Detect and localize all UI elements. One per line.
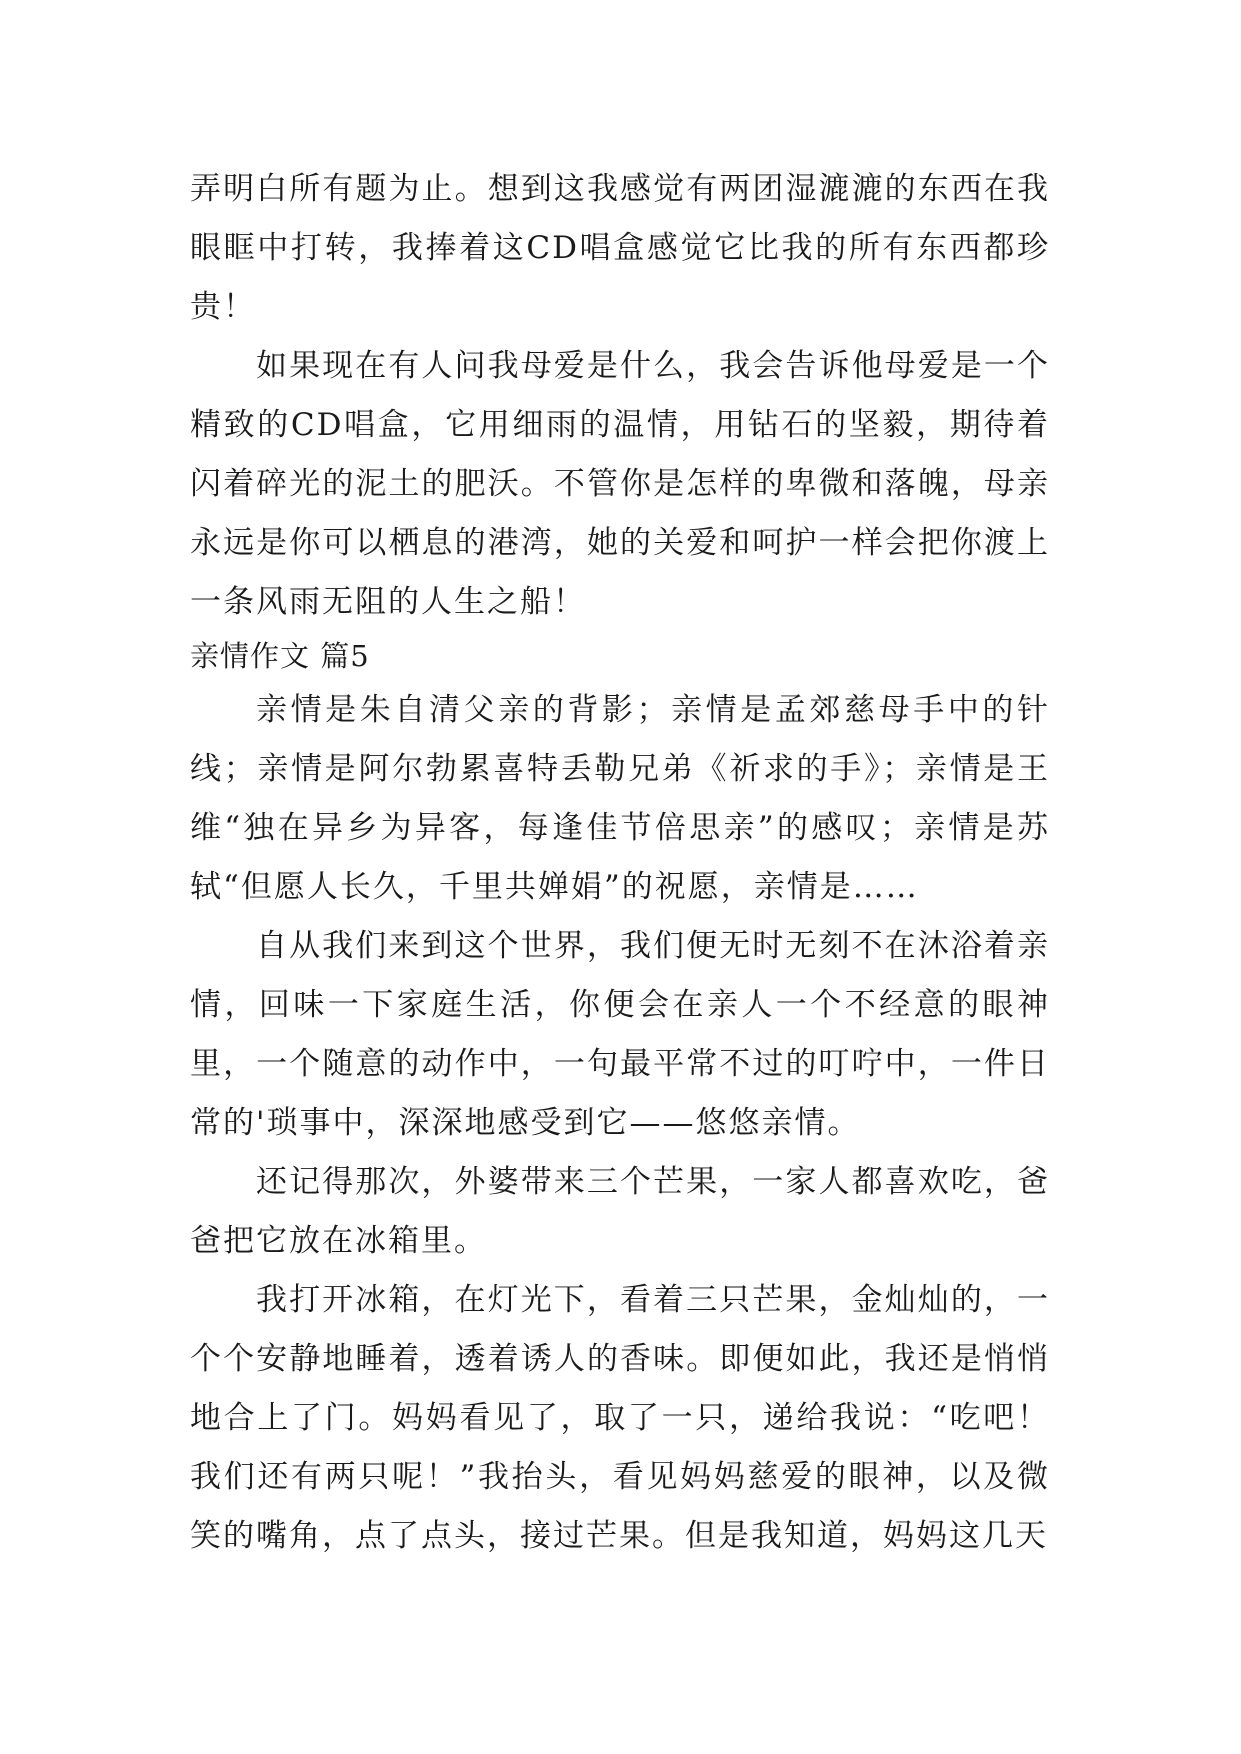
paragraph-family-love-definition: 亲情是朱自清父亲的背影；亲情是孟郊慈母手中的针线；亲情是阿尔勃累喜特丢勒兄弟《祈求的手》；亲情是王维“独在异乡为异客，每逢佳节倍思亲”的感叹；亲情是苏轼“但愿人长久，千里共婵娟”的祝愿，亲情是…… [190, 692, 1050, 905]
document-body [190, 160, 1050, 1566]
paragraph-fridge-story: 我打开冰箱，在灯光下，看着三只芒果，金灿灿的，一个个安静地睡着，透着诱人的香味。即便如此，我还是悄悄地合上了门。妈妈看见了，取了一只，递给我说：“吃吧！我们还有两只呢！”我抬头，看见妈妈慈爱的眼神，以及微笑的嘴角，点了点头，接过芒果。但是我知道，妈妈这几天 [190, 1282, 1050, 1554]
paragraph-continuation: 弄明白所有题为止。想到这我感觉有两团湿漉漉的东西在我眼眶中打转，我捧着这CD唱盒感觉它比我的所有东西都珍贵！ [190, 171, 1050, 325]
paragraph-mango-memory: 还记得那次，外婆带来三个芒果，一家人都喜欢吃，爸爸把它放在冰箱里。 [190, 1164, 1050, 1259]
paragraph-mother-love: 如果现在有人问我母爱是什么，我会告诉他母爱是一个精致的CD唱盒，它用细雨的温情，用钻石的坚毅，期待着闪着碎光的泥土的肥沃。不管你是怎样的卑微和落魄，母亲永远是你可以栖息的港湾，她的关爱和呵护一样会把你渡上一条风雨无阻的人生之船！ [190, 348, 1050, 620]
section-heading: 亲情作文 篇5 [190, 639, 370, 673]
paragraph-family-life: 自从我们来到这个世界，我们便无时无刻不在沐浴着亲情，回味一下家庭生活，你便会在亲人一个不经意的眼神里，一个随意的动作中，一句最平常不过的叮咛中，一件日常的'琐事中，深深地感受到它——悠悠亲情。 [190, 928, 1050, 1141]
